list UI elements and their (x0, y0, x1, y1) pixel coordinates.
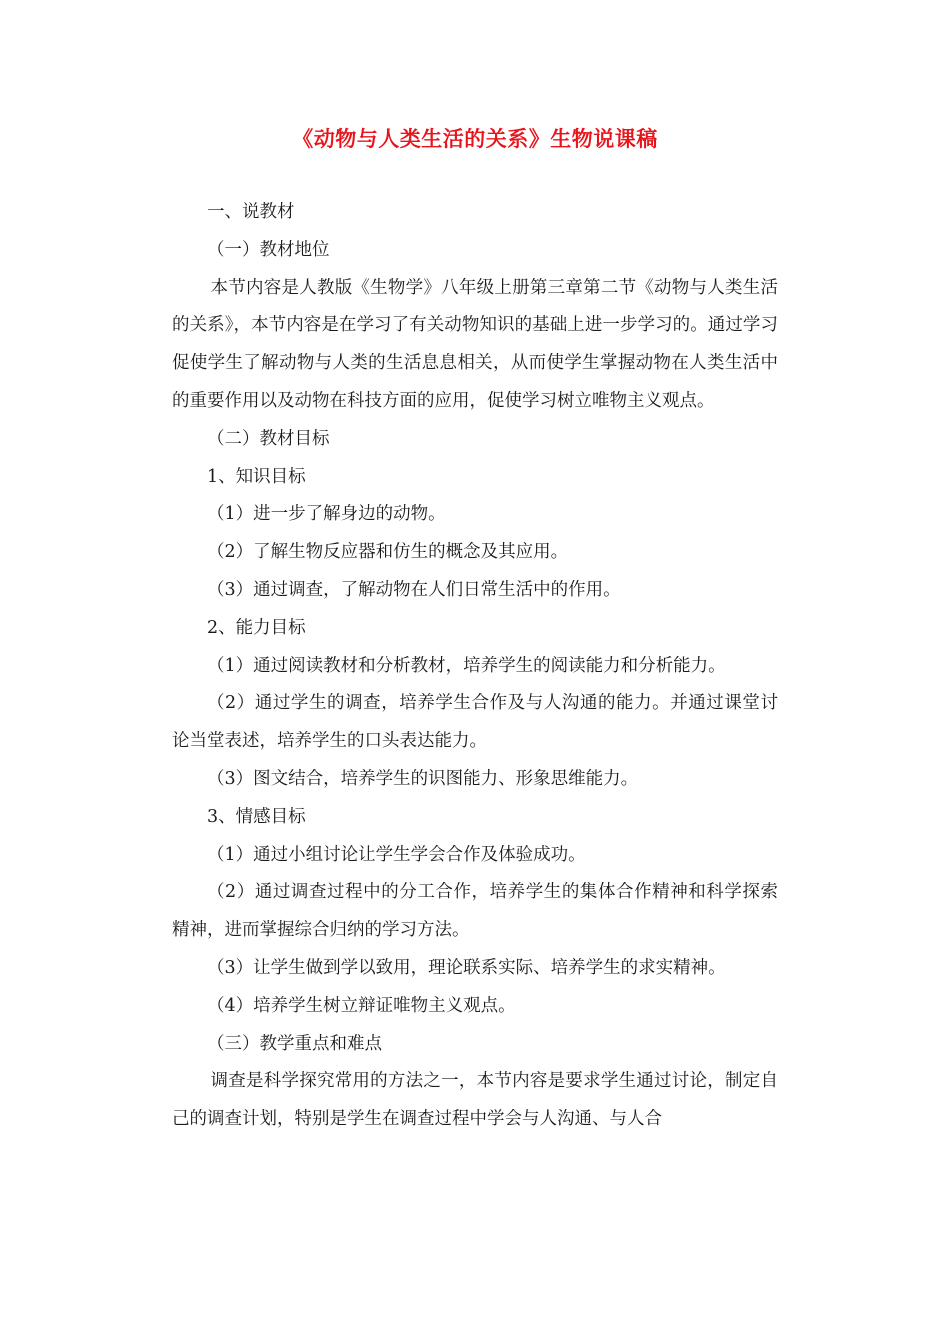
list-heading: 2、能力目标 (207, 617, 306, 638)
list-heading: 1、知识目标 (207, 466, 306, 487)
list-item: （1）通过阅读教材和分析教材，培养学生的阅读能力和分析能力。 (207, 655, 726, 676)
list-item: （3）图文结合，培养学生的识图能力、形象思维能力。 (207, 768, 639, 789)
list-item: （3）让学生做到学以致用，理论联系实际、培养学生的求实精神。 (207, 957, 726, 978)
list-heading: 3、情感目标 (207, 806, 306, 827)
list-item: （2）通过调查过程中的分工合作，培养学生的集体合作精神和科学探索精神，进而掌握综合归纳的学习方法。 (172, 882, 778, 941)
list-item: （1）通过小组讨论让学生学会合作及体验成功。 (207, 844, 586, 865)
document-body (172, 194, 778, 1139)
list-item: （3）通过调查，了解动物在人们日常生活中的作用。 (207, 579, 621, 600)
subsection-heading: （二）教材目标 (207, 428, 330, 449)
list-item: （4）培养学生树立辩证唯物主义观点。 (207, 995, 516, 1016)
body-paragraph: 本节内容是人教版《生物学》八年级上册第三章第二节《动物与人类生活的关系》，本节内容是在学习了有关动物知识的基础上进一步学习的。通过学习促使学生了解动物与人类的生活息息相关，从而使学生掌握动物在人类生活中的重要作用以及动物在科技方面的应用，促使学习树立唯物主义观点。 (172, 277, 778, 411)
document-title: 《动物与人类生活的关系》生物说课稿 (292, 126, 658, 151)
body-paragraph: 调查是科学探究常用的方法之一，本节内容是要求学生通过讨论，制定自己的调查计划，特别是学生在调查过程中学会与人沟通、与人合 (172, 1071, 778, 1130)
list-item: （2）通过学生的调查，培养学生合作及与人沟通的能力。并通过课堂讨论当堂表述，培养学生的口头表达能力。 (172, 693, 778, 752)
section-heading: 一、说教材 (207, 202, 295, 222)
list-item: （1）进一步了解身边的动物。 (207, 504, 446, 525)
list-item: （2）了解生物反应器和仿生的概念及其应用。 (207, 542, 569, 563)
subsection-heading: （三）教学重点和难点 (207, 1033, 382, 1054)
subsection-heading: （一）教材地位 (207, 239, 330, 260)
